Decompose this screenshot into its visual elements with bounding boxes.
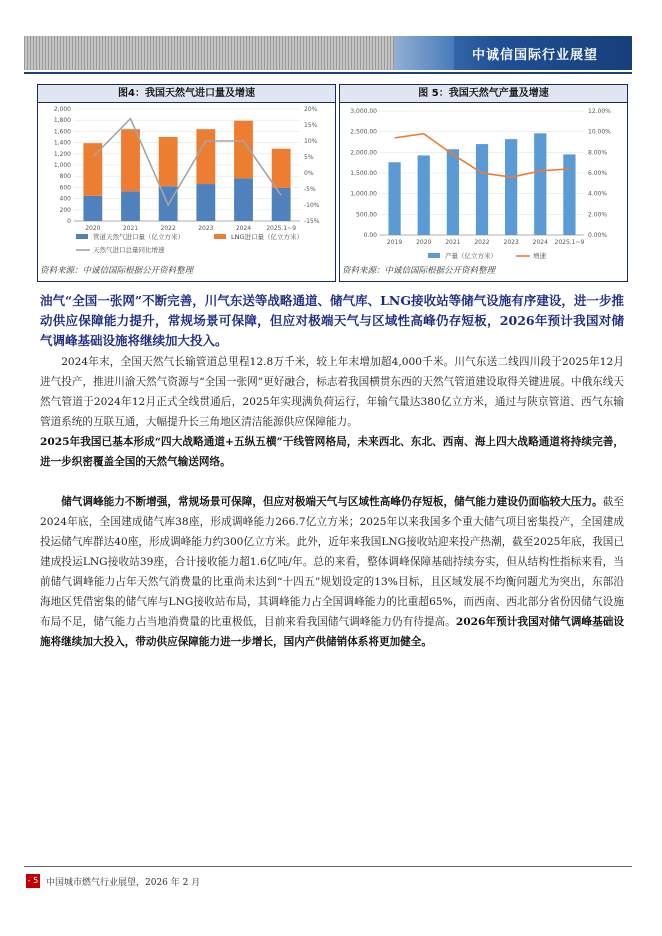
bar: [234, 178, 253, 221]
y-tick-label: 0.00: [363, 232, 377, 239]
bar: [272, 188, 291, 221]
figure5-source: 资料来源：中诚信国际根据公开资料整理: [342, 266, 496, 276]
bar: [196, 129, 215, 184]
bar: [159, 137, 178, 186]
key-finding: 油气“全国一张网”不断完善，川气东送等战略通道、储气库、LNG接收站等储气设施有序建设，进一步推动供应保障能力提升，常规场景可保障，但应对极端天气与区域性高峰仍存短板，2026年预计我国对储气调峰基础设施将继续加大投入。: [40, 293, 624, 348]
y2-tick-label: 8.00%: [588, 149, 608, 157]
y2-tick-label: 20%: [304, 106, 318, 113]
x-tick-label: 2024: [235, 225, 252, 232]
legend-swatch: [214, 234, 226, 239]
legend-label: 管道天然气进口量（亿立方米）: [93, 233, 184, 241]
y-tick-label: 1,200: [53, 150, 71, 158]
bar: [272, 149, 291, 188]
y-tick-label: 2,500.00: [350, 128, 377, 136]
paragraph-storage: [40, 492, 624, 652]
bar: [534, 133, 546, 235]
x-tick-label: 2022: [160, 225, 176, 232]
header-banner: [24, 36, 632, 70]
y2-tick-label: 10%: [304, 138, 318, 145]
y-tick-label: 1,400: [53, 139, 71, 147]
figure5-title: 图 5：我国天然气产量及增速: [340, 85, 627, 103]
y-tick-label: 600: [59, 184, 71, 192]
y2-tick-label: 5%: [304, 154, 314, 161]
y-tick-label: 1,600: [53, 128, 71, 136]
bar: [447, 149, 459, 235]
figure4-title: 图4：我国天然气进口量及增速: [38, 85, 335, 103]
y-tick-label: 2,000.00: [350, 149, 377, 157]
y-tick-label: 200: [59, 206, 71, 214]
x-tick-label: 2022: [474, 239, 490, 246]
header-divider: [24, 72, 632, 74]
network-bold: 2025年我国已基本形成“四大战略通道+五纵五横”干线管网格局，未来西北、东北、西南、海上四大战略通道将持续完善，进一步织密覆盖全国的天然气输送网络。: [40, 436, 624, 468]
y2-tick-label: 6.00%: [588, 170, 608, 177]
y-tick-label: 800: [59, 173, 71, 181]
y-tick-label: 3,000.00: [350, 108, 377, 115]
x-tick-label: 2023: [198, 225, 214, 232]
figure4-chart: [38, 103, 335, 263]
y-tick-label: 1,000.00: [350, 190, 377, 198]
figure4-source: 资料来源：中诚信国际根据公开资料整理: [40, 266, 194, 276]
x-tick-label: 2023: [503, 239, 519, 246]
y2-tick-label: 15%: [304, 122, 318, 129]
bar: [388, 162, 400, 235]
y2-tick-label: 4.00%: [588, 190, 608, 198]
y2-tick-label: -10%: [304, 202, 320, 209]
paragraph-pipeline: 2024年末，全国天然气长输管道总里程12.8万千米，较上年末增加超4,000千米。川气东送二线四川段于2025年12月进气投产，推进川渝天然气资源与“全国一张网”更好融合，标志着我国横贯东西的天然气管道建设取得关键进展。中俄东线天然气管道于2024年12月正式全线贯通后，2025年实现满负荷运行，年输气量达380亿立方米，通过与陕京管道、西气东输管道系统的互联互通，大幅提升长三角地区清洁能源供应保障能力。: [40, 356, 624, 428]
x-tick-label: 2025.1~9: [554, 239, 585, 246]
bar: [505, 139, 517, 235]
y-tick-label: 500.00: [356, 211, 377, 219]
header-accent: [394, 36, 632, 70]
y2-tick-label: 2.00%: [588, 211, 608, 219]
legend-label: 天然气进口总量同比增速: [93, 246, 165, 254]
paragraph-network: [40, 432, 624, 472]
x-tick-label: 2021: [122, 225, 139, 232]
figure5-chart: [340, 103, 627, 263]
x-tick-label: 2024: [532, 239, 548, 246]
y2-tick-label: 12.00%: [588, 108, 611, 115]
x-tick-label: 2021: [445, 239, 461, 246]
legend-swatch: [76, 234, 88, 239]
bar: [121, 191, 140, 221]
legend-label: LNG进口量（亿立方米）: [231, 233, 304, 241]
x-tick-label: 2019: [386, 239, 403, 246]
page-number: - 5 -: [27, 876, 39, 899]
bar: [121, 129, 140, 191]
y2-tick-label: 0%: [304, 170, 314, 177]
bar: [476, 144, 488, 235]
legend-swatch: [428, 253, 440, 258]
y-tick-label: 1,500.00: [350, 170, 377, 177]
bar: [196, 184, 215, 221]
header-title: 中诚信国际行业展望: [471, 48, 598, 63]
y-tick-label: 1,000: [53, 162, 71, 169]
y-tick-label: 2,000: [53, 106, 71, 113]
footer-text: 中国城市燃气行业展望，2026 年 2 月: [46, 878, 201, 888]
y2-tick-label: -5%: [304, 186, 316, 193]
y-tick-label: 0: [67, 218, 71, 225]
x-tick-label: 2025.1~9: [266, 225, 297, 232]
storage-tail: 2026年预计我国对储气调峰基础设施将继续加大投入，带动供应保障能力进一步增长，国内产供储销体系将更加健全。: [40, 616, 625, 648]
x-tick-label: 2020: [416, 239, 432, 246]
figure5-panel: [339, 84, 628, 282]
y2-tick-label: 10.00%: [588, 128, 611, 136]
bar: [563, 154, 575, 235]
storage-body: 截至2024年底，全国建成储气库38座，形成调峰能力266.7亿立方米；2025年以来我国多个重大储气项目密集投产，全国建成投运储气库群达40座，形成调峰能力约300亿立方米。此外，近年来我国LNG接收站迎来投产热潮，截至2025年底，我国已建成投运LNG接收站39座，合计接收能力超1.6亿吨/年。总的来看，整体调峰保障基础持续夯实，但从结构性指标来看，当前储气调峰能力占年天然气消费量的比重尚未达到“十四五”规划设定的13%目标，且区域发展不均衡问题尤为突出，东部沿海地区凭借密集的储气库与LNG接收站布局，其调峰能力占全国调峰能力的比重超65%，而西南、西北部分省份因储气设施布局不足，储气能力占当地消费量的比重极低，目前来看我国储气调峰能力仍有待提高。: [40, 496, 625, 628]
figure4-panel: [37, 84, 336, 282]
legend-label: 增速: [533, 252, 546, 260]
footer-divider: [24, 866, 632, 867]
storage-lead: 储气调峰能力不断增强，常规场景可保障，但应对极端天气与区域性高峰仍存短板，储气能力建设仍面临较大压力。: [61, 496, 603, 508]
y-tick-label: 1,800: [53, 117, 71, 125]
y2-tick-label: 0.00%: [588, 232, 608, 239]
y2-tick-label: -15%: [304, 218, 320, 225]
bar: [83, 196, 102, 221]
bar: [418, 155, 430, 235]
y-tick-label: 400: [59, 195, 71, 203]
x-tick-label: 2020: [85, 225, 101, 232]
legend-label: 产量（亿立方米）: [445, 252, 497, 260]
